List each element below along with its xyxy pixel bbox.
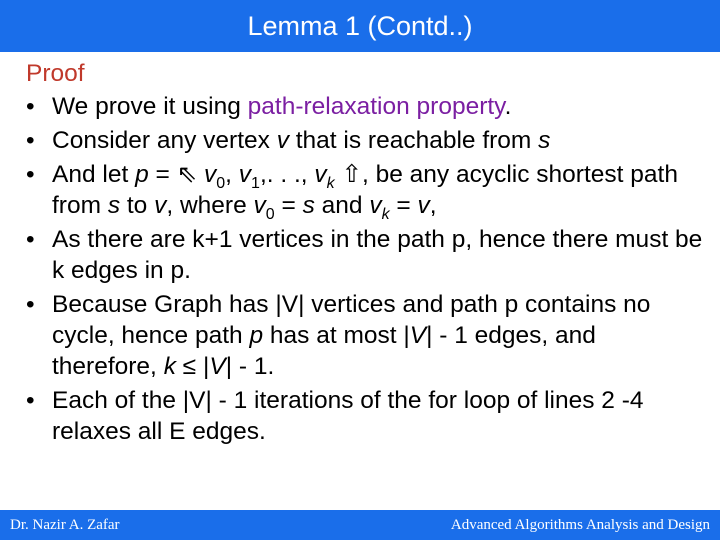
highlight-path-relaxation: path-relaxation property (247, 93, 505, 120)
bullet-icon: • (26, 127, 35, 154)
footer-author: Dr. Nazir A. Zafar (10, 517, 120, 533)
proof-heading: Proof (26, 60, 85, 87)
list-item: • Consider any vertex v that is reachable from s (26, 127, 551, 154)
bullet-icon: • (26, 226, 35, 253)
bullet-icon: • (26, 161, 35, 188)
bullet-icon: • (26, 291, 35, 318)
slide-title-bar (0, 0, 720, 52)
bullet-list (26, 91, 706, 447)
list-item: • Each of the |V| - 1 iterations of the for loop of lines 2 -4 relaxes all E edges. (26, 387, 644, 445)
list-item: • Because Graph has |V| vertices and path p contains no cycle, hence path p has at most |V| - 1 edges, and therefore, k ≤ |V| - 1. (26, 291, 651, 380)
list-item: • As there are k+1 vertices in the path p, hence there must be k edges in p. (26, 226, 703, 284)
bullet-icon: • (26, 387, 35, 414)
slide-content (26, 58, 706, 450)
slide-footer (0, 510, 720, 540)
list-item: • We prove it using path-relaxation property. (26, 93, 512, 120)
right-angle-icon: ⇧ (341, 161, 362, 188)
left-angle-icon: ⇖ (176, 161, 198, 188)
bullet-icon: • (26, 93, 35, 120)
slide-title: Lemma 1 (Contd..) (247, 10, 473, 41)
footer-course: Advanced Algorithms Analysis and Design (450, 517, 710, 533)
list-item: • And let p = ⇖ $v_0$, $v_1$,. . ., $v_k$ ⇧, be any acyclic shortest path from s to v, where $v_0 = s$ and $v_k = v$, (26, 161, 678, 223)
